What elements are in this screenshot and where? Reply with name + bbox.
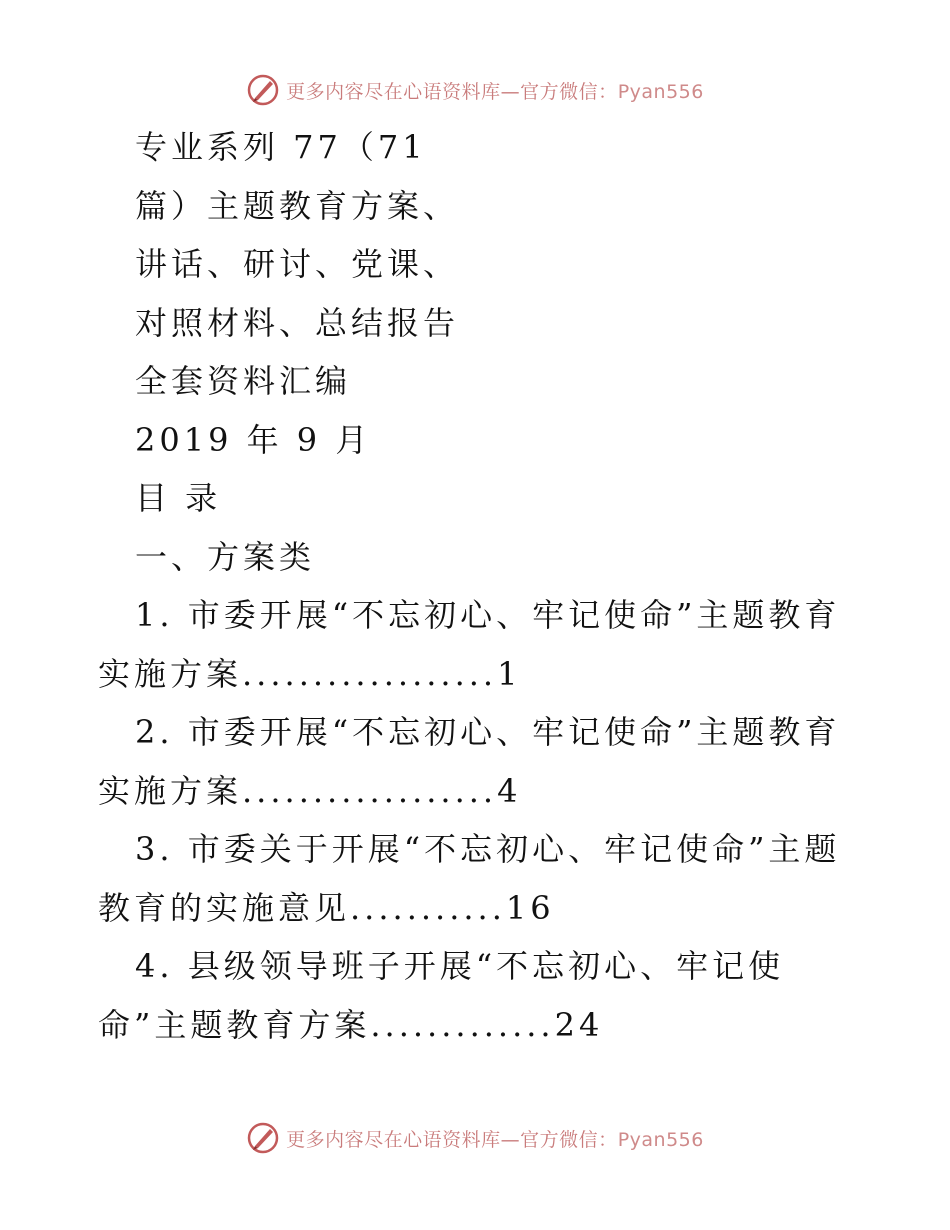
toc-item-title: 1. 市委开展“不忘初心、牢记使命”主题教育	[135, 596, 841, 634]
toc-item-page: 命”主题教育方案.............24	[98, 1005, 604, 1044]
toc-item-page: 实施方案..................1	[98, 654, 522, 693]
document-body	[0, 118, 950, 1054]
pen-logo-icon	[246, 73, 280, 107]
title-line: 对照材料、总结报告	[135, 303, 460, 342]
watermark-header	[0, 70, 950, 110]
title-line: 讲话、研讨、党课、	[135, 245, 460, 283]
toc-item[interactable]	[0, 820, 950, 937]
document-date: 2019 年 9 月	[135, 420, 372, 459]
title-line: 专业系列 77（71	[135, 128, 427, 166]
watermark-text: 更多内容尽在心语资料库—官方微信：Pyan556	[286, 80, 704, 103]
toc-item[interactable]	[0, 586, 950, 703]
pen-logo-icon	[246, 1121, 280, 1155]
toc-item-page: 教育的实施意见...........16	[98, 888, 555, 927]
watermark-text: 更多内容尽在心语资料库—官方微信：Pyan556	[286, 1128, 704, 1151]
title-line: 篇）主题教育方案、	[135, 186, 460, 225]
toc-item-title: 4. 县级领导班子开展“不忘初心、牢记使	[135, 947, 785, 985]
toc-heading: 目 录	[135, 479, 222, 517]
toc-item-page: 实施方案..................4	[98, 771, 522, 810]
toc-item[interactable]	[0, 703, 950, 820]
section-heading: 一、方案类	[135, 537, 316, 576]
title-line: 全套资料汇编	[135, 362, 352, 400]
toc-item[interactable]	[0, 937, 950, 1054]
watermark-footer	[0, 1118, 950, 1158]
toc-item-title: 3. 市委关于开展“不忘初心、牢记使命”主题	[135, 830, 841, 868]
toc-item-title: 2. 市委开展“不忘初心、牢记使命”主题教育	[135, 713, 841, 751]
